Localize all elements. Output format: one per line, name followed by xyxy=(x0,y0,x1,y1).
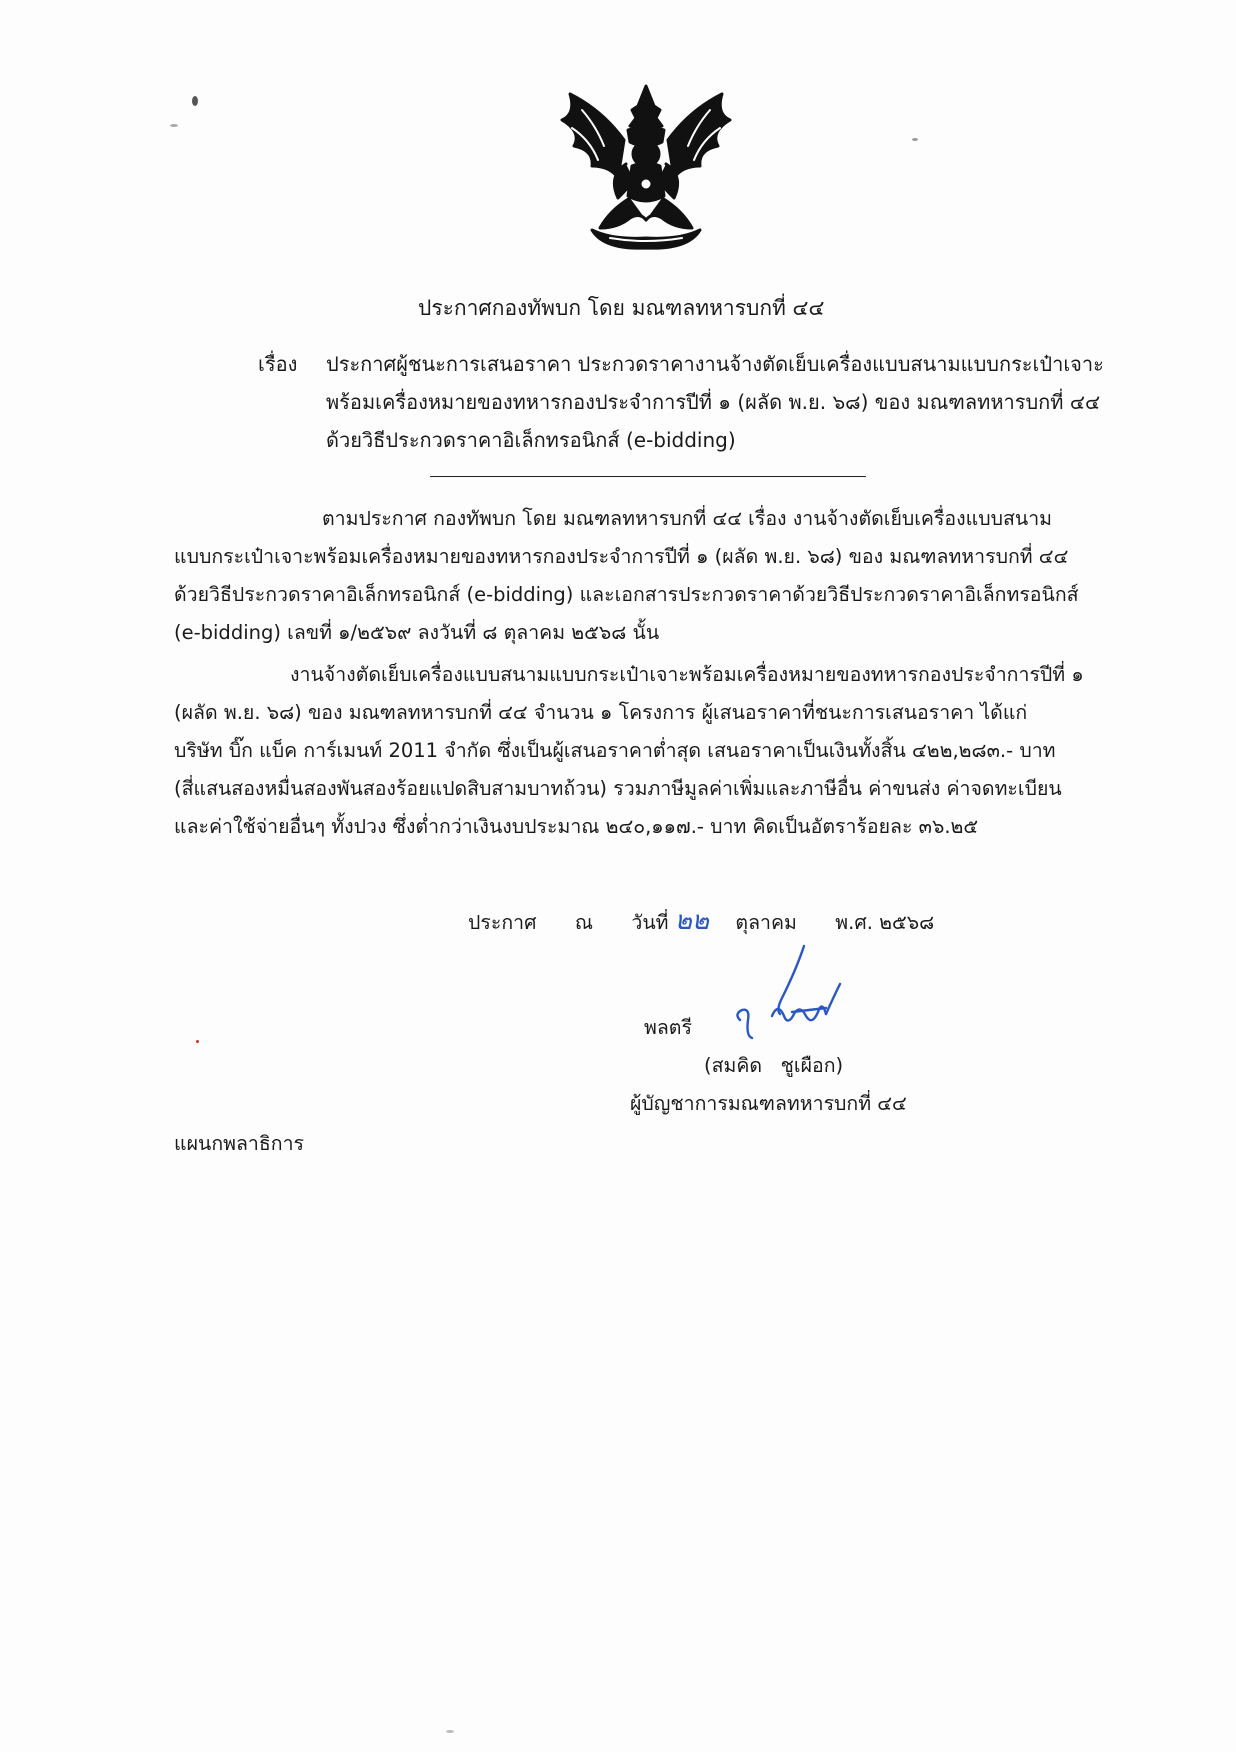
scan-speck xyxy=(170,124,178,127)
paragraph-line: ด้วยวิธีประกวดราคาอิเล็กทรอนิกส์ (e-bidding) และเอกสารประกวดราคาด้วยวิธีประกวดราคาอิเล็กทรอนิกส์ xyxy=(174,583,1079,606)
announce-at: ณ xyxy=(574,911,593,934)
signatory-rank: พลตรี xyxy=(644,1016,692,1039)
scan-speck xyxy=(446,1730,454,1733)
announce-era: พ.ศ. xyxy=(835,911,873,934)
announce-month: ตุลาคม xyxy=(735,911,797,934)
paragraph-line: และค่าใช้จ่ายอื่นๆ ทั้งปวง ซึ่งต่ำกว่าเงินงบประมาณ ๒๔๐,๑๑๗.- บาท คิดเป็นอัตราร้อยละ ๓๖.๒๕ xyxy=(174,815,979,838)
announcement-title: ประกาศกองทัพบก โดย มณฑลทหารบกที่ ๔๔ xyxy=(418,296,825,320)
paragraph-line: ตามประกาศ กองทัพบก โดย มณฑลทหารบกที่ ๔๔ เรื่อง งานจ้างตัดเย็บเครื่องแบบสนาม xyxy=(322,507,1053,530)
signatory-name: (สมคิด ชูเผือก) xyxy=(704,1054,844,1077)
announce-prefix: ประกาศ xyxy=(468,911,537,934)
handwritten-signature xyxy=(722,940,852,1050)
paragraph-reference xyxy=(174,500,1132,652)
paragraph-line: แบบกระเป๋าเจาะพร้อมเครื่องหมายของทหารกองประจำการปีที่ ๑ (ผลัด พ.ย. ๖๘) ของ มณฑลทหารบกที่ ๔๔ xyxy=(174,545,1069,568)
paragraph-line: บริษัท บิ๊ก แบ็ค การ์เมนท์ 2011 จำกัด ซึ่งเป็นผู้เสนอราคาต่ำสุด เสนอราคาเป็นเงินทั้งสิ้น ๔๒๒,๒๘๓.- บาท xyxy=(174,739,1056,762)
garuda-emblem-icon xyxy=(552,80,740,254)
scan-speck xyxy=(196,1040,199,1043)
paragraph-line: งานจ้างตัดเย็บเครื่องแบบสนามแบบกระเป๋าเจาะพร้อมเครื่องหมายของทหารกองประจำการปีที่ ๑ xyxy=(290,663,1084,686)
paragraph-line: (ผลัด พ.ย. ๖๘) ของ มณฑลทหารบกที่ ๔๔ จำนวน ๑ โครงการ ผู้เสนอราคาที่ชนะการเสนอราคา ได้แก่ xyxy=(174,701,1028,724)
subject-line: ด้วยวิธีประกวดราคาอิเล็กทรอนิกส์ (e-bidding) xyxy=(326,428,736,452)
signatory-position: ผู้บัญชาการมณฑลทหารบกที่ ๔๔ xyxy=(630,1092,907,1115)
scan-speck xyxy=(912,138,918,141)
announce-year: ๒๕๖๘ xyxy=(879,911,935,934)
announcement-date xyxy=(468,900,934,941)
subject-label: เรื่อง xyxy=(258,352,298,376)
paragraph-line: (e-bidding) เลขที่ ๑/๒๕๖๙ ลงวันที่ ๘ ตุลาคม ๒๕๖๘ นั้น xyxy=(174,621,660,644)
divider-line xyxy=(430,476,866,477)
scan-speck xyxy=(192,96,198,106)
subject-line: พร้อมเครื่องหมายของทหารกองประจำการปีที่ ๑ (ผลัด พ.ย. ๖๘) ของ มณฑลทหารบกที่ ๔๔ xyxy=(326,390,1101,414)
paragraph-line: (สี่แสนสองหมื่นสองพันสองร้อยแปดสิบสามบาทถ้วน) รวมภาษีมูลค่าเพิ่มและภาษีอื่น ค่าขนส่ง ค่าจดทะเบียน xyxy=(174,777,1062,800)
department-name: แผนกพลาธิการ xyxy=(174,1132,305,1155)
subject-line: ประกาศผู้ชนะการเสนอราคา ประกวดราคางานจ้างตัดเย็บเครื่องแบบสนามแบบกระเป๋าเจาะ xyxy=(326,352,1104,376)
handwritten-day: ๒๒ xyxy=(674,906,709,936)
paragraph-result xyxy=(174,656,1132,846)
announce-day-label: วันที่ xyxy=(631,911,669,934)
